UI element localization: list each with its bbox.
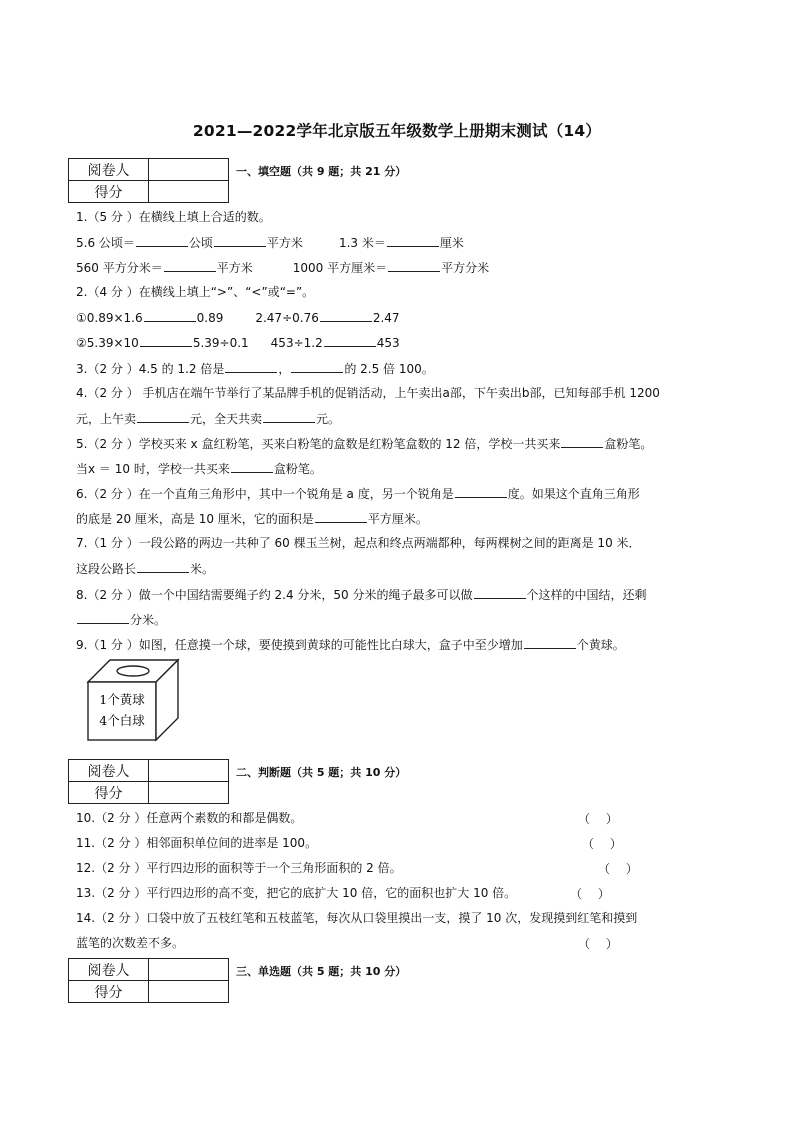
- q1-text: 平方分米: [441, 261, 490, 275]
- score-cell: [149, 181, 229, 203]
- q5-text: 盒粉笔。: [273, 462, 322, 476]
- q8-text: 分米。: [130, 613, 167, 627]
- box-label-yellow: 1个黄球: [99, 692, 145, 707]
- section-heading-fill-in: 一、填空题（共 9 题；共 21 分）: [236, 165, 407, 178]
- score-cell: [149, 782, 229, 804]
- q3-text: ，: [278, 362, 291, 376]
- reviewer-cell: [149, 159, 229, 181]
- q5-text: 5.（2 分 ）学校买来 x 盒红粉笔，买来白粉笔的盒数是红粉笔盒数的 12 倍，学校一共买来: [76, 437, 561, 451]
- section-heading-single-choice: 三、单选题（共 5 题；共 10 分）: [236, 965, 407, 978]
- reviewer-cell: [149, 760, 229, 782]
- q5-text: 盒粉笔。: [604, 437, 653, 451]
- section-heading-true-false: 二、判断题（共 5 题；共 10 分）: [236, 766, 407, 779]
- answer-paren[interactable]: （ ）: [570, 887, 610, 901]
- answer-blank[interactable]: [214, 234, 266, 247]
- q5-text: 当x ＝ 10 时，学校一共买来: [76, 462, 230, 476]
- box-opening: [117, 666, 149, 676]
- answer-blank[interactable]: [388, 259, 440, 272]
- answer-paren[interactable]: （ ）: [578, 937, 618, 951]
- answer-blank[interactable]: [524, 636, 576, 649]
- answer-blank[interactable]: [561, 435, 603, 448]
- question-6-line-1: [76, 485, 640, 502]
- q8-text: 8.（2 分 ）做一个中国结需要绳子约 2.4 分米，50 分米的绳子最多可以做: [76, 588, 473, 602]
- reviewer-cell: [149, 959, 229, 981]
- answer-blank[interactable]: [140, 334, 192, 347]
- q9-text: 个黄球。: [576, 638, 625, 652]
- answer-paren[interactable]: （ ）: [582, 837, 622, 851]
- q7-text: 这段公路长: [76, 562, 137, 576]
- question-11: 11.（2 分 ）相邻面积单位间的进率是 100。: [76, 836, 318, 850]
- q2-text: 0.89×1.6: [86, 311, 143, 325]
- question-2-line-b: [76, 334, 400, 351]
- page-title: 2021—2022学年北京版五年级数学上册期末测试（14）: [192, 122, 602, 140]
- q3-text: 的 2.5 倍 100。: [344, 362, 434, 376]
- item-marker: ②: [76, 336, 87, 350]
- q2-text: 5.39÷0.1: [192, 336, 249, 350]
- q1-text: 1000 平方厘米＝: [292, 261, 388, 275]
- question-2-stem: 2.（4 分 ）在横线上填上“>”、“<”或“=”。: [76, 285, 315, 299]
- answer-blank[interactable]: [291, 360, 343, 373]
- q4-text: 元，全天共卖: [190, 412, 263, 426]
- grader-box-3: [68, 958, 229, 1003]
- q6-text: 度。如果这个直角三角形: [507, 487, 640, 501]
- question-7-line-1: 7.（1 分 ）一段公路的两边一共种了 60 棵玉兰树，起点和终点两端都种，每两棵树之间的距离是 10 米．: [76, 536, 641, 550]
- question-8-line-2: [76, 611, 166, 628]
- q6-text: 的底是 20 厘米，高是 10 厘米，它的面积是: [76, 512, 314, 526]
- question-14-line-2: 蓝笔的次数差不多。: [76, 936, 185, 950]
- question-12: 12.（2 分 ）平行四边形的面积等于一个三角形面积的 2 倍。: [76, 861, 402, 875]
- question-7-line-2: [76, 560, 214, 577]
- answer-blank[interactable]: [137, 560, 189, 573]
- question-10: 10.（2 分 ）任意两个素数的和都是偶数。: [76, 811, 303, 825]
- q3-text: 3.（2 分 ）4.5 的 1.2 倍是: [76, 362, 225, 376]
- q1-text: 公顷: [188, 236, 213, 250]
- item-marker: ①: [76, 311, 87, 325]
- q4-text: 元。: [316, 412, 341, 426]
- question-1-stem: 1.（5 分 ）在横线上填上合适的数。: [76, 210, 271, 224]
- answer-blank[interactable]: [225, 360, 277, 373]
- q8-text: 个这样的中国结，还剩: [526, 588, 647, 602]
- question-5-line-2: [76, 460, 322, 477]
- q7-text: 米。: [190, 562, 215, 576]
- q6-text: 6.（2 分 ）在一个直角三角形中，其中一个锐角是 a 度，另一个锐角是: [76, 487, 454, 501]
- score-label: 得分: [69, 181, 149, 203]
- answer-blank[interactable]: [137, 410, 189, 423]
- answer-blank[interactable]: [164, 259, 216, 272]
- question-4-line-1: 4.（2 分 ） 手机店在端午节举行了某品牌手机的促销活动，上午卖出a部，下午卖出b部，已知每部手机 1200: [76, 386, 660, 400]
- q1-text: 1.3 米＝: [338, 236, 386, 250]
- q9-text: 9.（1 分 ）如图，任意摸一个球，要使摸到黄球的可能性比白球大，盒子中至少增加: [76, 638, 523, 652]
- score-label: 得分: [69, 782, 149, 804]
- question-3: [76, 360, 434, 377]
- question-6-line-2: [76, 510, 428, 527]
- answer-blank[interactable]: [474, 586, 526, 599]
- q2-text: 453: [376, 336, 400, 350]
- answer-blank[interactable]: [231, 460, 273, 473]
- q2-text: 2.47÷0.76: [255, 311, 319, 325]
- score-cell: [149, 981, 229, 1003]
- question-9: [76, 636, 625, 653]
- question-14-line-1: 14.（2 分 ）口袋中放了五枝红笔和五枝蓝笔，每次从口袋里摸出一支，摸了 10 次，发现摸到红笔和摸到: [76, 911, 638, 925]
- answer-blank[interactable]: [77, 611, 129, 624]
- question-1-line-b: [76, 259, 489, 276]
- q2-text: 5.39×10: [86, 336, 139, 350]
- question-5-line-1: [76, 435, 652, 452]
- answer-blank[interactable]: [320, 309, 372, 322]
- answer-blank[interactable]: [144, 309, 196, 322]
- grader-box-2: [68, 759, 229, 804]
- answer-blank[interactable]: [324, 334, 376, 347]
- q6-text: 平方厘米。: [367, 512, 428, 526]
- question-1-line-a: [76, 234, 464, 251]
- answer-blank[interactable]: [455, 485, 507, 498]
- question-8-line-1: [76, 586, 647, 603]
- score-label: 得分: [69, 981, 149, 1003]
- q2-text: 2.47: [372, 311, 400, 325]
- grader-box-1: [68, 158, 229, 203]
- answer-paren[interactable]: （ ）: [598, 862, 638, 876]
- answer-blank[interactable]: [387, 234, 439, 247]
- question-13: 13.（2 分 ）平行四边形的高不变，把它的底扩大 10 倍，它的面积也扩大 10 倍。: [76, 886, 517, 900]
- answer-blank[interactable]: [136, 234, 188, 247]
- q1-text: 5.6 公顷＝: [76, 236, 135, 250]
- q4-text: 元，上午卖: [76, 412, 137, 426]
- q1-text: 560 平方分米＝: [76, 261, 163, 275]
- answer-blank[interactable]: [315, 510, 367, 523]
- reviewer-label: 阅卷人: [69, 959, 149, 981]
- answer-blank[interactable]: [263, 410, 315, 423]
- question-4-line-2: [76, 410, 340, 427]
- answer-paren[interactable]: （ ）: [578, 812, 618, 826]
- q2-text: 453÷1.2: [270, 336, 323, 350]
- q1-text: 厘米: [439, 236, 464, 250]
- reviewer-label: 阅卷人: [69, 159, 149, 181]
- q2-text: 0.89: [196, 311, 224, 325]
- ball-box-figure: [86, 658, 182, 744]
- box-label-white: 4个白球: [99, 713, 145, 728]
- reviewer-label: 阅卷人: [69, 760, 149, 782]
- q1-text: 平方米: [266, 236, 303, 250]
- question-2-line-a: [76, 309, 400, 326]
- q1-text: 平方米: [216, 261, 253, 275]
